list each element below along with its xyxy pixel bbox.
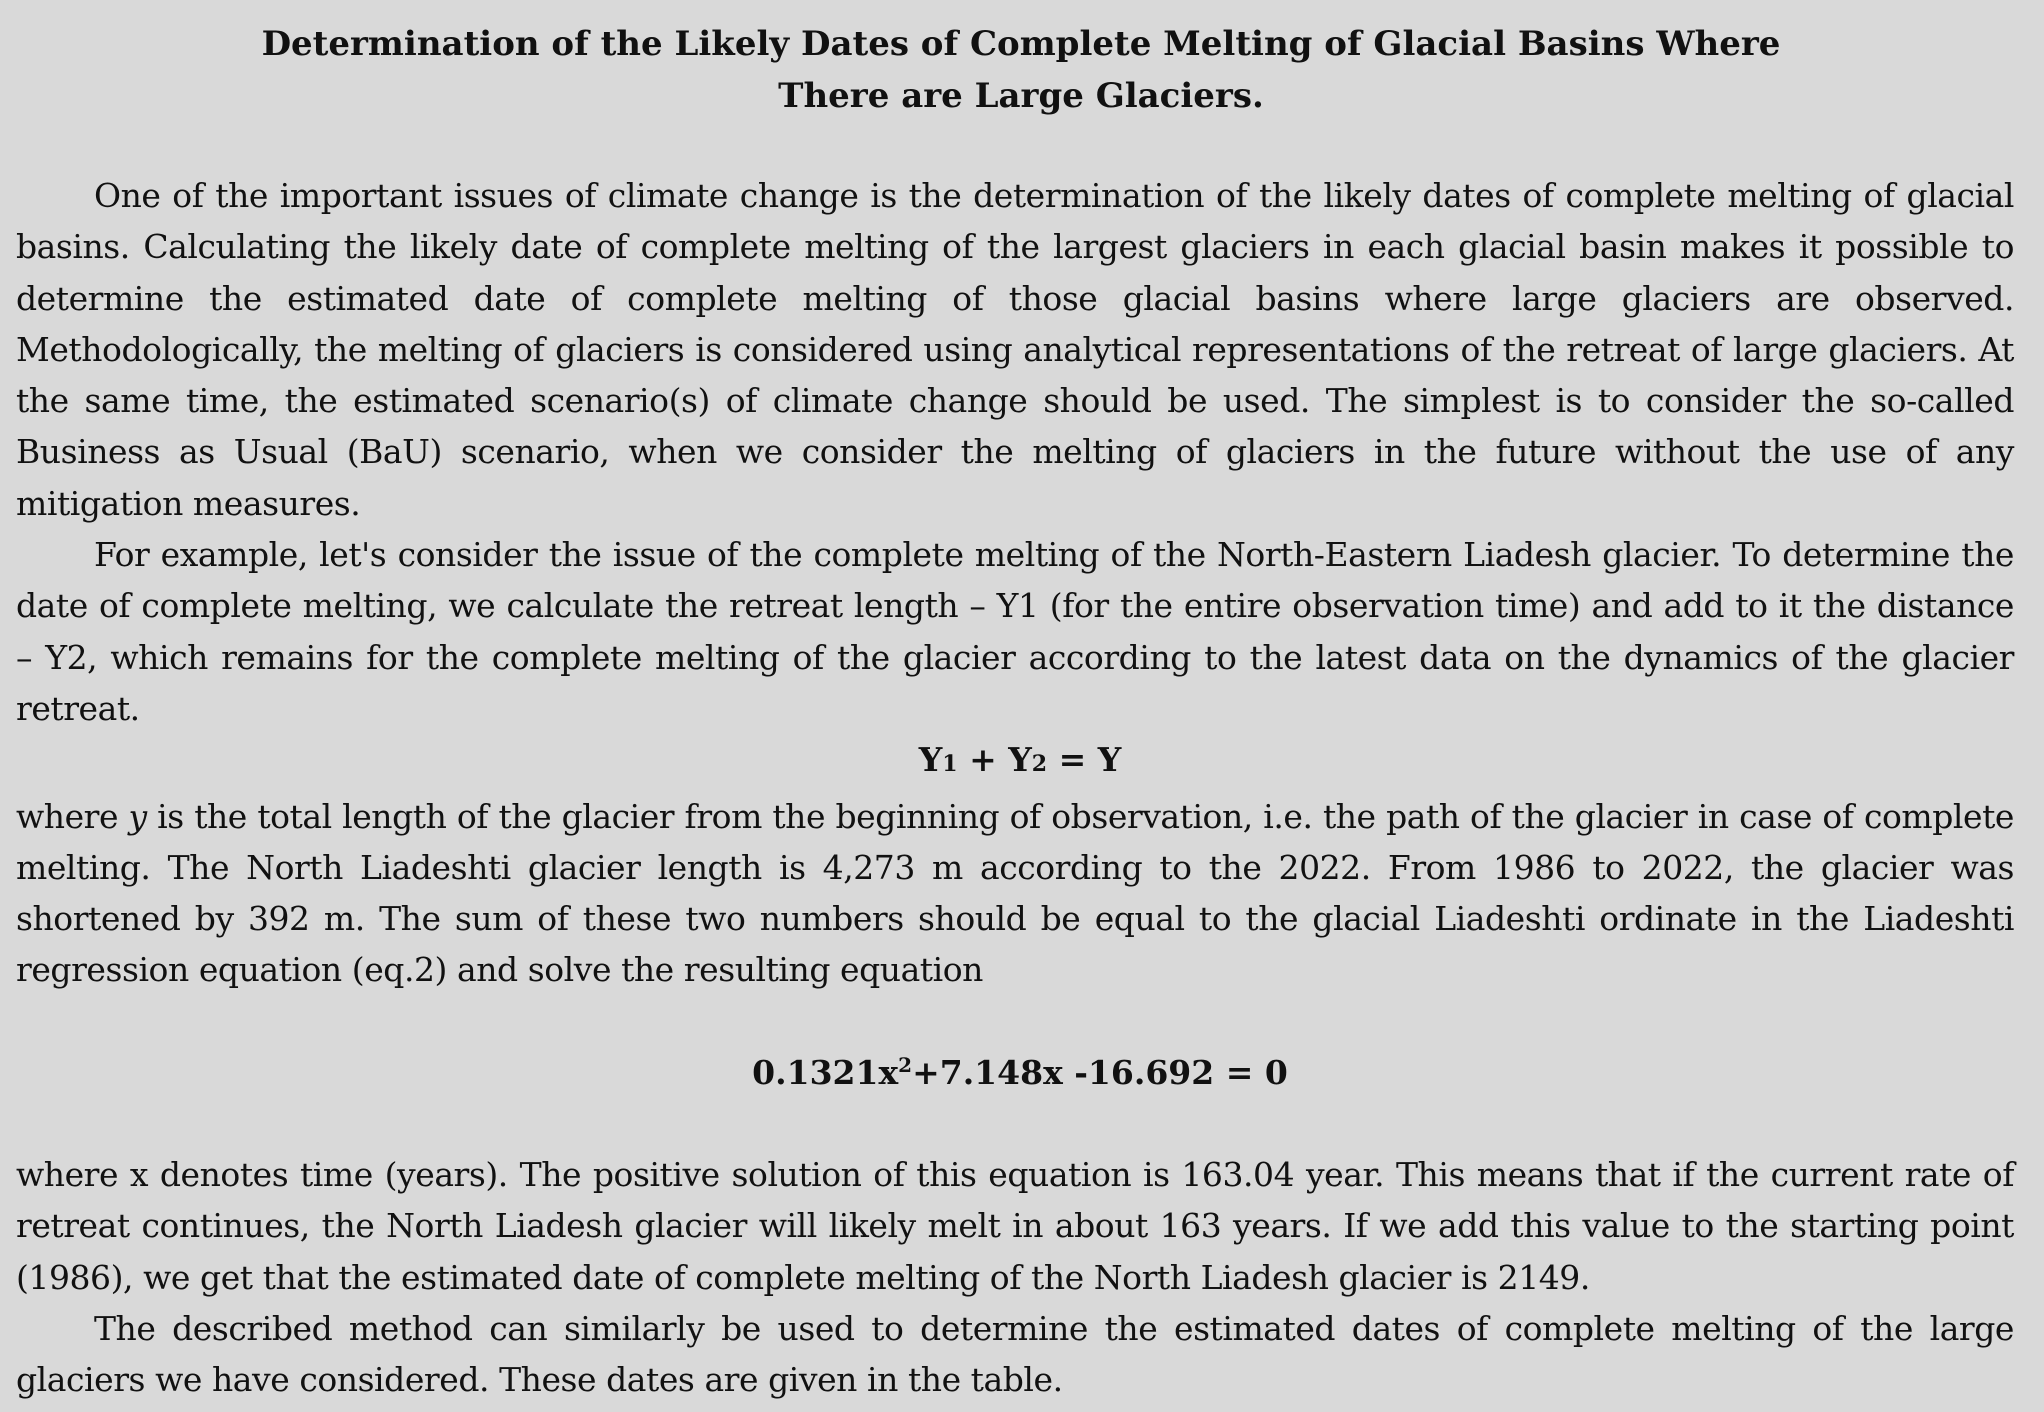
eq1-sub2: 2: [1031, 751, 1048, 778]
definition-pre: where: [16, 796, 129, 836]
eq1-plus: +: [957, 740, 1009, 780]
eq2-part1: 0.1321x: [752, 1052, 899, 1092]
definition-variable: y: [128, 796, 147, 836]
eq2-part2: +7.148x -16.692 = 0: [912, 1052, 1288, 1092]
section-title-line-1: Determination of the Likely Dates of Complete Melting of Glacial Basins Where: [261, 24, 1781, 64]
equation-quadratic: [16, 1047, 2014, 1098]
eq1-y2: Y: [1008, 740, 1032, 780]
paragraph-definition: [16, 791, 2014, 996]
paragraph-solution: where x denotes time (years). The positive solution of this equation is 163.04 year. This means that if the current rate of retreat continues, the North Liadesh glacier will likely melt in about 163 years. If we add this value to the starting point (1986), we get that the estimated date of complete melting of the North Liadesh glacier is 2149.: [16, 1155, 2014, 1297]
definition-post: is the total length of the glacier from the beginning of observation, i.e. the path of the glacier in case of complete melting. The North Liadeshti glacier length is 4,273 m according to the 2022. From 1986 to 2022, the glacier was shortened by 392 m. The sum of these two numbers should be equal to the glacial Liadeshti ordinate in the Liadeshti regression equation (eq.2) and solve the resulting equation: [16, 796, 2014, 990]
equation-sum: [16, 734, 2014, 790]
eq1-equals-y: = Y: [1047, 740, 1122, 780]
paragraph-example: For example, let's consider the issue of the complete melting of the North-Eastern Liadesh glacier. To determine the date of complete melting, we calculate the retreat length – Y1 (for the entire observation time) and add to it the distance – Y2, which remains for the complete melting of the glacier according to the latest data on the dynamics of the glacier retreat.: [16, 535, 2014, 728]
section-title-line-2: There are Large Glaciers.: [778, 76, 1264, 116]
paragraph-conclusion: The described method can similarly be used to determine the estimated dates of complete melting of the large glaciers we have considered. These dates are given in the table.: [16, 1308, 2014, 1400]
eq1-sub1: 1: [942, 751, 958, 778]
paragraph-intro: One of the important issues of climate change is the determination of the likely dates of complete melting of glacial basins. Calculating the likely date of complete melting of the largest glaciers in each glacial basin makes it possible to determine the estimated date of complete melting of those glacial basins where large glaciers are observed. Methodologically, the melting of glaciers is considered using analytical representations of the retreat of large glaciers. At the same time, the estimated scenario(s) of climate change should be used. The simplest is to consider the so-called Business as Usual (BaU) scenario, when we consider the melting of glaciers in the future without the use of any mitigation measures.: [16, 176, 2014, 523]
eq1-y1: Y: [918, 740, 943, 780]
eq2-exponent: 2: [898, 1052, 913, 1077]
section-title: [16, 18, 2014, 122]
